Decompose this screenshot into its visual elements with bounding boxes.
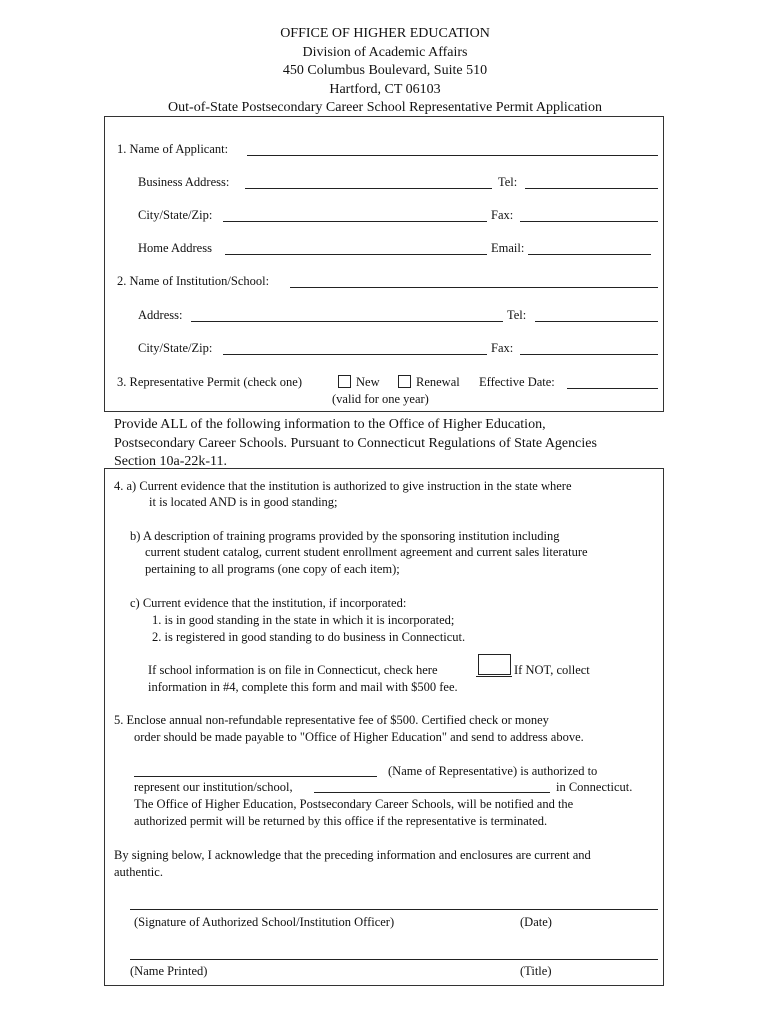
business-tel-field[interactable]	[525, 188, 658, 189]
institution-tel-field[interactable]	[535, 321, 658, 322]
on-file-text: If school information is on file in Connecticut, check here	[148, 663, 438, 677]
item-4c-subitem-2: 2. is registered in good standing to do business in Connecticut.	[152, 630, 466, 644]
item-4b-line-1: b) A description of training programs provided by the sponsoring institution including	[130, 529, 560, 543]
applicant-fax-field[interactable]	[520, 221, 658, 222]
signature-label: (Signature of Authorized School/Institution Officer)	[134, 915, 395, 929]
title-label: (Title)	[520, 964, 552, 978]
email-field[interactable]	[528, 254, 651, 255]
on-file-checkbox[interactable]	[478, 654, 511, 675]
date-label: (Date)	[520, 915, 552, 929]
office-title: OFFICE OF HIGHER EDUCATION	[280, 26, 490, 41]
applicant-fax-label: Fax:	[491, 208, 514, 222]
institution-city-field[interactable]	[223, 354, 487, 355]
signature-date-line[interactable]	[130, 909, 658, 910]
instructions-line-1: Provide ALL of the following information to the Office of Higher Education,	[114, 417, 546, 432]
institution-fax-field[interactable]	[520, 354, 658, 355]
authorization-line-1: (Name of Representative) is authorized to	[388, 764, 598, 778]
instructions-line-3: Section 10a-22k-11.	[114, 454, 228, 469]
business-address-label: Business Address:	[138, 175, 230, 189]
represented-institution-field[interactable]	[314, 792, 550, 793]
on-file-line-2: information in #4, complete this form and mail with $500 fee.	[148, 680, 458, 694]
instructions-line-2: Postsecondary Career Schools. Pursuant to Connecticut Regulations of State Agencies	[114, 435, 597, 451]
requirements-box	[104, 468, 664, 986]
institution-city-label: City/State/Zip:	[138, 341, 213, 355]
applicant-name-field[interactable]	[247, 155, 658, 156]
email-label: Email:	[491, 241, 525, 255]
business-address-field[interactable]	[245, 188, 492, 189]
applicant-city-label: City/State/Zip:	[138, 208, 213, 222]
item-5-line-2: order should be made payable to "Office of Higher Education" and send to address above.	[134, 730, 584, 744]
division-name: Division of Academic Affairs	[302, 44, 468, 60]
item-4b-line-3: pertaining to all programs (one copy of each item);	[145, 562, 400, 576]
applicant-info-box	[104, 116, 664, 412]
new-permit-label: New	[356, 375, 380, 389]
city-address: Hartford, CT 06103	[329, 81, 441, 97]
home-address-field[interactable]	[225, 254, 487, 255]
valid-note: (valid for one year)	[332, 392, 429, 406]
institution-tel-label: Tel:	[507, 308, 527, 322]
institution-name-label: 2. Name of Institution/School:	[117, 274, 270, 288]
item-4a-line-2: it is located AND is in good standing;	[149, 495, 338, 509]
institution-name-field[interactable]	[290, 287, 658, 288]
authorization-line-3: The Office of Higher Education, Postsecondary Career Schools, will be notified and the	[134, 797, 574, 811]
institution-address-label: Address:	[138, 308, 183, 322]
item-4c-subitem-1: 1. is in good standing in the state in which it is incorporated;	[152, 613, 455, 627]
form-header	[0, 25, 770, 118]
effective-date-field[interactable]	[567, 388, 658, 389]
name-title-line[interactable]	[130, 959, 658, 960]
home-address-label: Home Address	[138, 241, 212, 255]
acknowledgement-line-1: By signing below, I acknowledge that the preceding information and enclosures are current and	[114, 848, 591, 862]
applicant-name-label: 1. Name of Applicant:	[117, 142, 229, 156]
item-4a-line-1: 4. a) Current evidence that the institution is authorized to give instruction in the state where	[114, 479, 572, 493]
authorization-line-2b: in Connecticut.	[556, 780, 633, 794]
form-title: Out-of-State Postsecondary Career School Representative Permit Application	[168, 100, 602, 115]
item-5-line-1: 5. Enclose annual non-refundable representative fee of $500. Certified check or money	[114, 713, 549, 727]
institution-address-field[interactable]	[191, 321, 503, 322]
if-not-text: If NOT, collect	[514, 663, 590, 677]
institution-fax-label: Fax:	[491, 341, 514, 355]
item-4b-line-2: current student catalog, current student enrollment agreement and current sales literature	[145, 545, 588, 559]
applicant-city-field[interactable]	[223, 221, 487, 222]
representative-name-field[interactable]	[134, 776, 377, 777]
permit-type-label: 3. Representative Permit (check one)	[117, 375, 302, 389]
street-address: 450 Columbus Boulevard, Suite 510	[282, 63, 488, 78]
authorization-line-2a: represent our institution/school,	[134, 780, 293, 794]
on-file-underline	[476, 676, 512, 677]
name-printed-label: (Name Printed)	[130, 964, 208, 978]
new-permit-checkbox[interactable]	[338, 375, 351, 388]
instructions-paragraph	[114, 416, 654, 472]
renewal-permit-label: Renewal	[416, 375, 460, 389]
business-tel-label: Tel:	[498, 175, 518, 189]
authorization-line-4: authorized permit will be returned by this office if the representative is terminated.	[134, 814, 548, 828]
effective-date-label: Effective Date:	[479, 375, 555, 389]
item-4c-line-1: c) Current evidence that the institution, if incorporated:	[130, 596, 407, 610]
renewal-permit-checkbox[interactable]	[398, 375, 411, 388]
acknowledgement-line-2: authentic.	[114, 865, 163, 879]
